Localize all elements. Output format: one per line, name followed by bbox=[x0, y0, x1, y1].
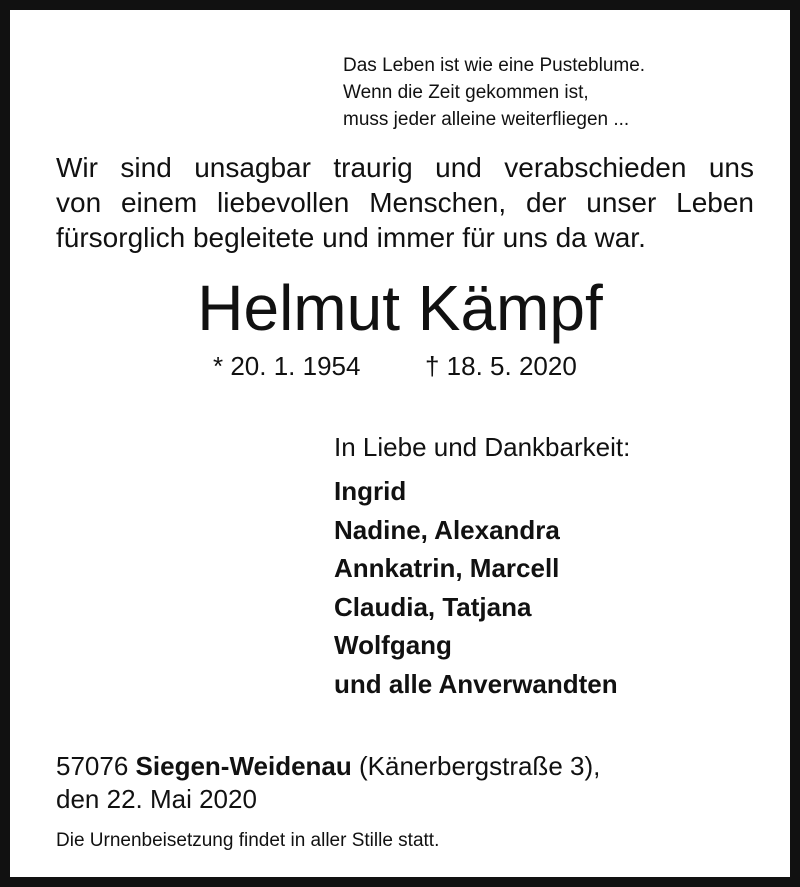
address-street: (Känerbergstraße 3), bbox=[359, 751, 601, 781]
mourner-name: Annkatrin, Marcell bbox=[334, 553, 560, 584]
deceased-name: Helmut Kämpf bbox=[197, 272, 603, 344]
mourners-list bbox=[334, 472, 618, 704]
motto-line: Wenn die Zeit gekommen ist, bbox=[343, 82, 589, 103]
intro-line: Wir sind unsagbar traurig und verabschieden uns bbox=[56, 152, 754, 183]
mourner-name: und alle Anverwandten bbox=[334, 668, 618, 699]
intro-text bbox=[56, 150, 754, 255]
mourner-name: Nadine, Alexandra bbox=[334, 514, 560, 545]
mourners-heading: In Liebe und Dankbarkeit: bbox=[334, 432, 631, 462]
motto-quote bbox=[343, 52, 763, 133]
mourners-address bbox=[56, 750, 600, 782]
burial-note: Die Urnenbeisetzung findet in aller Stille statt. bbox=[56, 830, 440, 851]
motto-line: Das Leben ist wie eine Pusteblume. bbox=[343, 55, 646, 76]
death-date: † 18. 5. 2020 bbox=[425, 351, 577, 381]
mourner-name: Wolfgang bbox=[334, 630, 452, 661]
address-city: Siegen-Weidenau bbox=[135, 751, 352, 781]
intro-line: von einem liebevollen Menschen, der unser Leben bbox=[56, 187, 754, 218]
address-postcode: 57076 bbox=[56, 751, 129, 781]
mourner-name: Claudia, Tatjana bbox=[334, 591, 532, 622]
birth-date: * 20. 1. 1954 bbox=[213, 351, 361, 381]
intro-line: fürsorglich begleitete und immer für uns da war. bbox=[56, 222, 646, 253]
mourner-name: Ingrid bbox=[334, 476, 407, 506]
motto-line: muss jeder alleine weiterfliegen ... bbox=[343, 109, 630, 130]
notice-date: den 22. Mai 2020 bbox=[56, 784, 257, 814]
